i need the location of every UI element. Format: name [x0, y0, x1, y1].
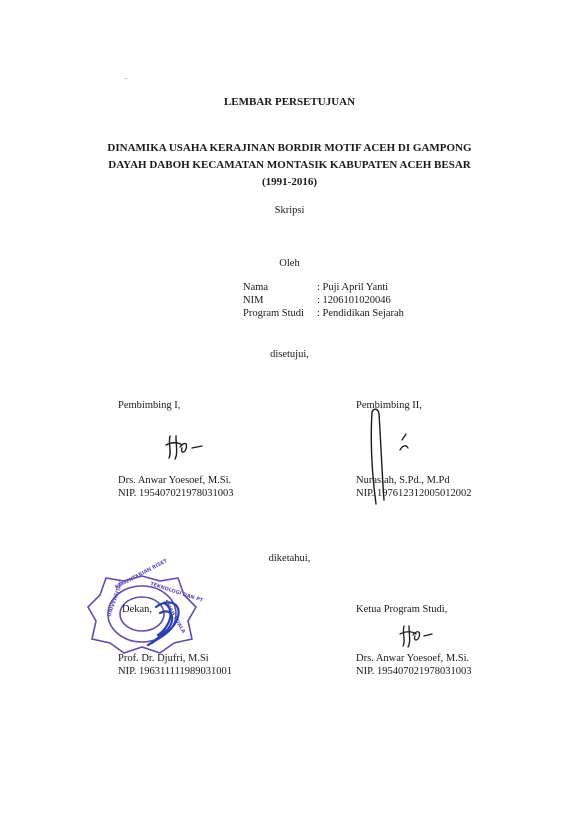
document-type: Skripsi: [274, 205, 305, 216]
svg-text:UNIVERSITAS: UNIVERSITAS: [106, 580, 125, 618]
student-row: [243, 282, 388, 293]
thesis-title-line-1: DINAMIKA USAHA KERAJINAN BORDIR MOTIF ACEH DI GAMPONG: [107, 142, 472, 154]
student-row-value: : Pendidikan Sejarah: [317, 308, 404, 319]
dean-role: Dekan,: [122, 604, 153, 615]
approved-label: disetujui,: [270, 349, 309, 360]
advisor-2-role: Pembimbing II,: [356, 400, 422, 411]
student-row-value: : 1206101020046: [317, 295, 391, 306]
svg-text:SYIAH KUALA: SYIAH KUALA: [162, 599, 187, 635]
advisor-1-nip: NIP. 195407021978031003: [118, 488, 234, 499]
student-row-label: NIM: [243, 295, 264, 306]
program-head-role: Ketua Program Studi,: [356, 604, 448, 615]
advisor-2-name: Nurasiah, S.Pd., M.Pd: [356, 475, 450, 486]
page-title: LEMBAR PERSETUJUAN: [223, 96, 356, 108]
program-head-nip: NIP. 195407021978031003: [356, 666, 472, 677]
svg-text:KEMENTERIAN RISET: KEMENTERIAN RISET: [114, 558, 169, 591]
student-row: [243, 308, 404, 319]
stray-dot: .: [125, 72, 127, 81]
thesis-title-line-2: DAYAH DABOH KECAMATAN MONTASIK KABUPATEN ACEH BESAR: [108, 159, 471, 171]
student-row-label: Program Studi: [243, 308, 304, 319]
dean-nip: NIP. 196311111989031001: [118, 666, 232, 677]
student-row-value: : Puji April Yanti: [317, 282, 389, 293]
advisor-1-name: Drs. Anwar Yoesoef, M.Si.: [118, 475, 232, 486]
student-row-label: Nama: [243, 282, 269, 293]
advisor-1-role: Pembimbing I,: [118, 400, 181, 411]
program-head-name: Drs. Anwar Yoesoef, M.Si.: [356, 653, 470, 664]
advisor-2-nip: NIP. 197612312005012002: [356, 488, 472, 499]
dean-name: Prof. Dr. Djufri, M.Si: [118, 653, 209, 664]
svg-text:TEKNOLOGI DAN PT: TEKNOLOGI DAN PT: [149, 581, 204, 604]
by-label: Oleh: [279, 258, 300, 269]
student-row: [243, 295, 391, 306]
advisor-1-signature: [164, 432, 210, 462]
acknowledged-label: diketahui,: [268, 553, 311, 564]
program-head-signature: [398, 622, 438, 650]
thesis-title-line-3: (1991-2016): [262, 176, 317, 188]
